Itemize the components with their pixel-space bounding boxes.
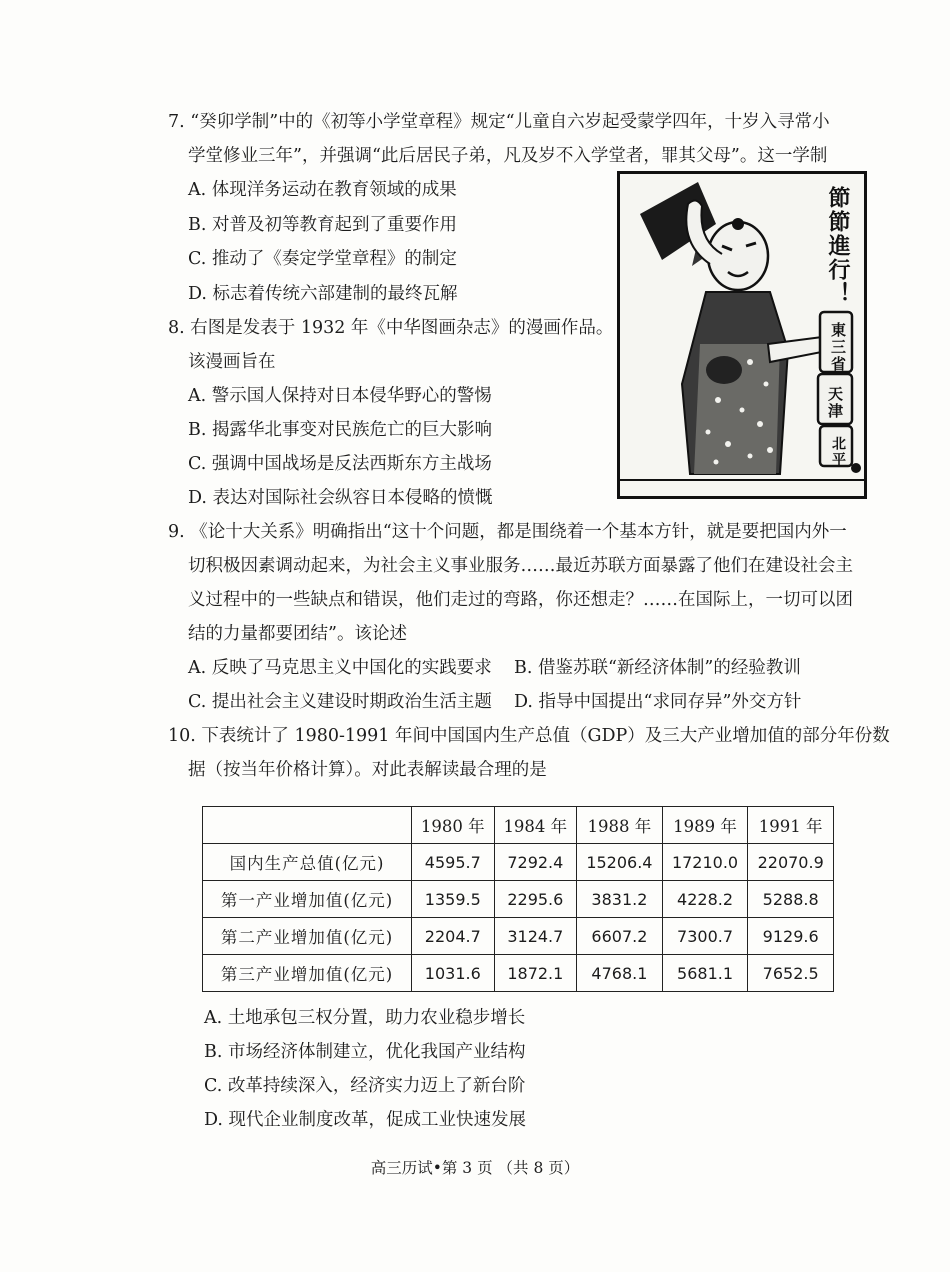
table-cell: 1872.1 xyxy=(494,955,577,992)
table-cell: 2204.7 xyxy=(412,918,495,955)
row-label: 国内生产总值(亿元) xyxy=(203,844,412,881)
table-row xyxy=(203,918,834,955)
table-cell: 1359.5 xyxy=(412,881,495,918)
q9-option-d: D. 指导中国提出“求同存异”外交方针 xyxy=(514,692,802,712)
table-row xyxy=(203,955,834,992)
table-cell: 3124.7 xyxy=(494,918,577,955)
q10-line-2: 据（按当年价格计算）。对此表解读最合理的是 xyxy=(188,760,547,780)
q7-option-c: C. 推动了《奏定学堂章程》的制定 xyxy=(188,249,457,269)
page-footer: 高三历试•第 3 页 （共 8 页） xyxy=(370,1159,580,1177)
q9-line-1: 9. 《论十大关系》明确指出“这十个问题，都是围绕着一个基本方针，就是要把国内外一 xyxy=(168,522,847,542)
table-cell: 5288.8 xyxy=(748,881,834,918)
cartoon-label-2: 天津 xyxy=(826,386,844,420)
table-header-row xyxy=(203,807,834,844)
q7-option-a: A. 体现洋务运动在教育领域的成果 xyxy=(188,180,457,200)
table-header-cell: 1989 年 xyxy=(662,807,748,844)
table-cell: 1031.6 xyxy=(412,955,495,992)
table-cell: 7292.4 xyxy=(494,844,577,881)
q10-line-1: 10. 下表统计了 1980-1991 年间中国国内生产总值（GDP）及三大产业增加值的部分年份数 xyxy=(168,726,890,746)
q9-line-4: 结的力量都要团结”。该论述 xyxy=(188,624,407,644)
q10-option-a: A. 土地承包三权分置，助力农业稳步增长 xyxy=(204,1008,526,1028)
table-row xyxy=(203,844,834,881)
q10-option-c: C. 改革持续深入，经济实力迈上了新台阶 xyxy=(204,1076,526,1096)
q10-option-d: D. 现代企业制度改革，促成工业快速发展 xyxy=(204,1110,527,1130)
table-header-cell: 1984 年 xyxy=(494,807,577,844)
q7-line-2: 学堂修业三年”，并强调“此后居民子弟，凡及岁不入学堂者，罪其父母”。这一学制 xyxy=(188,146,828,166)
q8-option-c: C. 强调中国战场是反法西斯东方主战场 xyxy=(188,454,492,474)
q8-line-2: 该漫画旨在 xyxy=(188,352,276,372)
cartoon-caption: 節節進行！ xyxy=(825,186,851,306)
table-cell: 4595.7 xyxy=(412,844,495,881)
table-header-cell: 1988 年 xyxy=(577,807,663,844)
table-header-cell: 1980 年 xyxy=(412,807,495,844)
table-cell: 2295.6 xyxy=(494,881,577,918)
q7-option-b: B. 对普及初等教育起到了重要作用 xyxy=(188,215,457,235)
q7-line-1: 7. “癸卯学制”中的《初等小学堂章程》规定“儿童自六岁起受蒙学四年，十岁入寻常小 xyxy=(168,112,830,132)
cartoon-image xyxy=(617,171,867,499)
q9-line-3: 义过程中的一些缺点和错误，他们走过的弯路，你还想走？……在国际上，一切可以团 xyxy=(188,590,853,610)
table-cell: 7300.7 xyxy=(662,918,748,955)
table-cell: 9129.6 xyxy=(748,918,834,955)
table-cell: 6607.2 xyxy=(577,918,663,955)
row-label: 第三产业增加值(亿元) xyxy=(203,955,412,992)
q9-line-2: 切积极因素调动起来，为社会主义事业服务……最近苏联方面暴露了他们在建设社会主 xyxy=(188,556,853,576)
q9-option-c: C. 提出社会主义建设时期政治生活主题 xyxy=(188,692,492,712)
table-row xyxy=(203,881,834,918)
cartoon-label-1: 東三省 xyxy=(829,322,847,373)
table-header-cell xyxy=(203,807,412,844)
q8-option-b: B. 揭露华北事变对民族危亡的巨大影响 xyxy=(188,420,492,440)
q10-option-b: B. 市场经济体制建立，优化我国产业结构 xyxy=(204,1042,526,1062)
table-cell: 22070.9 xyxy=(748,844,834,881)
table-cell: 4228.2 xyxy=(662,881,748,918)
q7-option-d: D. 标志着传统六部建制的最终瓦解 xyxy=(188,284,458,304)
q8-option-d: D. 表达对国际社会纵容日本侵略的愤慨 xyxy=(188,488,493,508)
table-cell: 5681.1 xyxy=(662,955,748,992)
q8-line-1: 8. 右图是发表于 1932 年《中华图画杂志》的漫画作品。 xyxy=(168,318,614,338)
table-cell: 15206.4 xyxy=(577,844,663,881)
cartoon-label-3: 北平 xyxy=(830,436,846,468)
q9-option-a: A. 反映了马克思主义中国化的实践要求 xyxy=(188,658,492,678)
table-cell: 17210.0 xyxy=(662,844,748,881)
table-cell: 3831.2 xyxy=(577,881,663,918)
row-label: 第一产业增加值(亿元) xyxy=(203,881,412,918)
gdp-table xyxy=(202,806,834,992)
table-header-cell: 1991 年 xyxy=(748,807,834,844)
table-cell: 7652.5 xyxy=(748,955,834,992)
q8-option-a: A. 警示国人保持对日本侵华野心的警惕 xyxy=(188,386,492,406)
q9-option-b: B. 借鉴苏联“新经济体制”的经验教训 xyxy=(514,658,801,678)
row-label: 第二产业增加值(亿元) xyxy=(203,918,412,955)
table-cell: 4768.1 xyxy=(577,955,663,992)
